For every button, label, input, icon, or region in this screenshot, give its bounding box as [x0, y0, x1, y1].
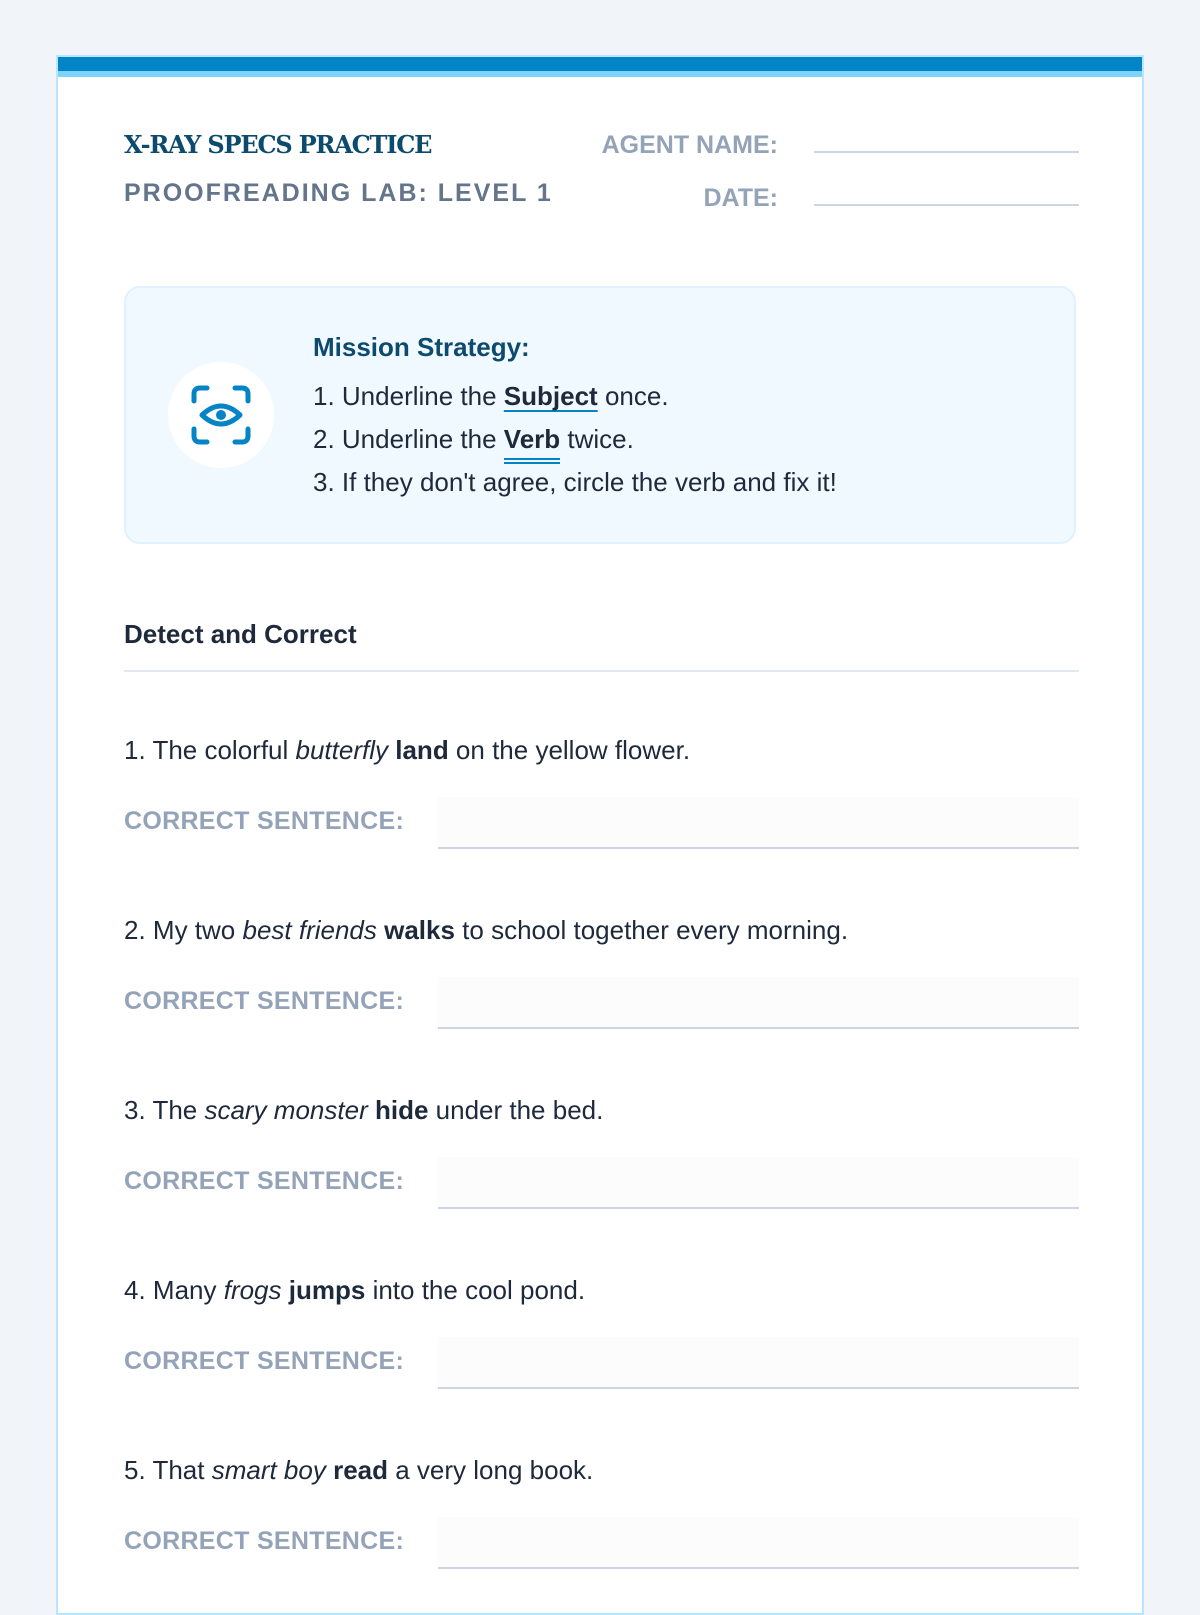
correct-sentence-input-3[interactable]: [438, 1157, 1079, 1209]
answer-row: [124, 1517, 1079, 1569]
correct-sentence-input-1[interactable]: [438, 797, 1079, 849]
subject-keyword: Subject: [503, 381, 598, 411]
sentence-text: Many: [145, 1275, 224, 1305]
sentence-text: into the cool pond.: [365, 1275, 586, 1305]
answer-row: [124, 1337, 1079, 1389]
sentence-text: The: [145, 1095, 205, 1125]
correct-sentence-label: CORRECT SENTENCE:: [124, 807, 405, 835]
mission-strategy-box: [124, 286, 1076, 544]
top-accent-bar: [58, 57, 1142, 77]
sentence-verb: read: [333, 1455, 389, 1485]
question-number: 4.: [124, 1275, 146, 1305]
correct-sentence-label: CORRECT SENTENCE:: [124, 987, 405, 1015]
sentence-text: That: [145, 1455, 212, 1485]
sentence-subject: smart boy: [211, 1455, 326, 1485]
section-title: Detect and Correct: [124, 619, 1079, 672]
question-1: [124, 730, 1079, 835]
worksheet: [56, 55, 1144, 1615]
date-field[interactable]: [814, 204, 1079, 206]
correct-sentence-label: CORRECT SENTENCE:: [124, 1347, 405, 1375]
question-sentence: [124, 730, 1079, 770]
sentence-verb: hide: [374, 1095, 429, 1125]
correct-sentence-input-5[interactable]: [438, 1517, 1079, 1569]
sentence-text: My two: [145, 915, 243, 945]
sentence-text: The colorful: [145, 735, 296, 765]
step-text: twice.: [560, 424, 634, 454]
question-5: [124, 1450, 1079, 1555]
question-3: [124, 1090, 1079, 1195]
sentence-subject: butterfly: [295, 735, 389, 765]
sentence-text: [326, 1455, 333, 1485]
sentence-subject: frogs: [223, 1275, 282, 1305]
sentence-text: under the bed.: [428, 1095, 604, 1125]
worksheet-title: X-RAY SPECS PRACTICE: [124, 130, 432, 159]
sentence-text: to school together every morning.: [454, 915, 849, 945]
verb-keyword: Verb: [504, 418, 560, 461]
sentence-text: [282, 1275, 289, 1305]
step-text: once.: [597, 381, 669, 411]
correct-sentence-label: CORRECT SENTENCE:: [124, 1527, 405, 1555]
sentence-text: a very long book.: [388, 1455, 594, 1485]
question-sentence: [124, 1270, 1079, 1310]
correct-sentence-input-2[interactable]: [438, 977, 1079, 1029]
sentence-subject: scary monster: [204, 1095, 368, 1125]
question-number: 1.: [124, 735, 146, 765]
sentence-verb: walks: [384, 915, 455, 945]
question-4: [124, 1270, 1079, 1375]
question-number: 3.: [124, 1095, 146, 1125]
date-label: DATE:: [703, 184, 778, 212]
step-text: 1. Underline the: [313, 381, 504, 411]
question-2: [124, 910, 1079, 1015]
question-number: 5.: [124, 1455, 146, 1485]
question-sentence: [124, 1090, 1079, 1130]
strategy-title: Mission Strategy:: [313, 332, 530, 362]
agent-name-label: AGENT NAME:: [601, 131, 778, 159]
eye-scan-icon: [168, 362, 274, 468]
strategy-step-1: [313, 375, 837, 418]
answer-row: [124, 797, 1079, 849]
correct-sentence-label: CORRECT SENTENCE:: [124, 1167, 405, 1195]
question-sentence: [124, 1450, 1079, 1490]
strategy-text: [313, 332, 837, 504]
worksheet-header: [124, 127, 1079, 247]
step-text: 2. Underline the: [313, 424, 504, 454]
worksheet-subtitle: PROOFREADING LAB: LEVEL 1: [124, 179, 553, 207]
sentence-text: [368, 1095, 375, 1125]
sentence-verb: jumps: [288, 1275, 366, 1305]
question-sentence: [124, 910, 1079, 950]
sentence-verb: land: [395, 735, 449, 765]
question-number: 2.: [124, 915, 146, 945]
correct-sentence-input-4[interactable]: [438, 1337, 1079, 1389]
sentence-text: on the yellow flower.: [448, 735, 691, 765]
answer-row: [124, 1157, 1079, 1209]
strategy-step-2: [313, 418, 837, 461]
sentence-subject: best friends: [242, 915, 377, 945]
answer-row: [124, 977, 1079, 1029]
agent-name-field[interactable]: [814, 151, 1079, 153]
strategy-step-3: 3. If they don't agree, circle the verb and fix it!: [313, 467, 837, 497]
